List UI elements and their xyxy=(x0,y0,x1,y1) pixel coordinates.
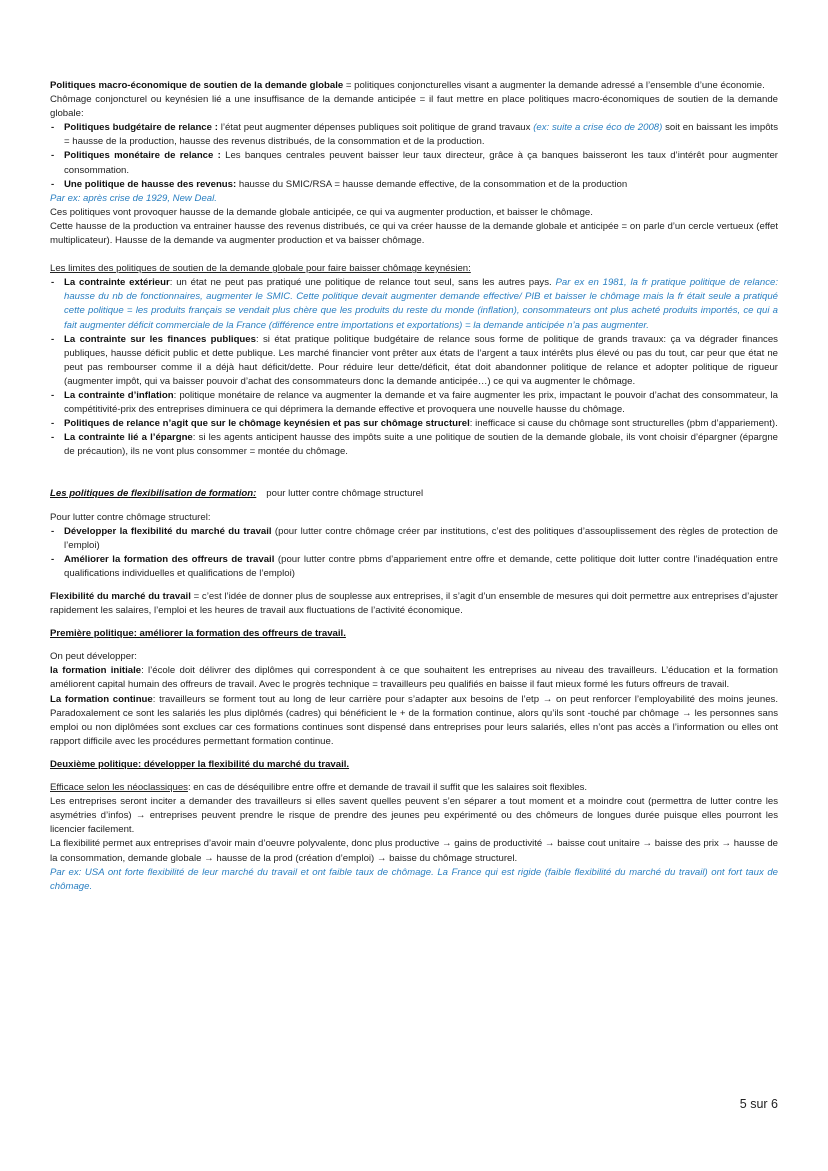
paragraph-flexibility-definition: Flexibilité du marché du travail = c’est l’idée de donner plus de souplesse aux entreprises, il s’agit d’un ensemble de mesures qui doit permettre aux entreprises d’ajuster rapidement les salaires, l’emploi et les heures de travail aux fluctuations de l’activité économique. xyxy=(50,591,779,617)
paragraph-structural-intro: Pour lutter contre chômage structurel: xyxy=(50,511,211,523)
paragraph-multiplier: Cette hausse de la production va entrainer hausse des revenus distribués, ce qui va créer hausse de la demande globale et anticipée = on parle d’un cercle vertueux (effet multiplicateur). Hausse de la demande va augmenter production et va baisser chômage. xyxy=(50,220,778,247)
paragraph-can-develop: On peut développer: xyxy=(50,651,137,663)
heading-second-policy: Deuxième politique: développer la flexibilité du marché du travail. xyxy=(50,758,350,770)
paragraph-effects: Ces politiques vont provoquer hausse de la demande globale anticipée, ce qui va augmenter production, et baisser le chômage. xyxy=(50,206,593,218)
paragraph-initial-training: la formation initiale: l’école doit délivrer des diplômes qui correspondent à ce que souhaitent les entreprises au niveau des travailleurs. L’éducation et la formation améliorent capital humain des offreurs de travail. Avec le progrès technique = travailleurs peu qualifiés en baisse il faut mieux formé les futurs offreurs de travail. xyxy=(50,665,778,691)
list-item: - Une politique de hausse des revenus: hausse du SMIC/RSA = hausse demande effective, de la consommation et de la production xyxy=(50,178,778,192)
list-item: - La contrainte extérieur: un état ne peut pas pratiqué une politique de relance tout seul, sans les autres pays. Par ex en 1981, la fr pratique politique de relance: hausse du nb de fonctionnaires, augmenter le SMIC. Cette politique devait augmenter demande effective/ PIB et baisser le chômage mais la fr était seule a pratiqué cette politique = les produits français se vendait plus chère que les produits du reste du monde (inflation), consommateurs ont plus acheté produits importés, ce qui a fait augmenter déficit commerciale de la France (différence entre importations et exportations) = la demande anticipée n’a pas augmenter. xyxy=(50,276,778,332)
page-number: 5 sur 6 xyxy=(739,1097,778,1111)
list-item: - Améliorer la formation des offreurs de travail (pour lutter contre pbms d’appariement entre offre et demande, cette politique doit lutter contre l’inadéquation entre qualifications individuelles et qualifications de l’emploi) xyxy=(50,553,778,581)
paragraph-macro-policies: Politiques macro-économique de soutien de la demande globale = politiques conjoncturelles visant a augmenter la demande adressé a l’ensemble d’une économie. xyxy=(50,80,765,91)
heading-first-policy: Première politique: améliorer la formation des offreurs de travail. xyxy=(50,628,346,640)
paragraph-neoclassical: Efficace selon les néoclassiques: en cas de déséquilibre entre offre et demande de travail il suffit que les salaires soit flexibles. xyxy=(50,782,588,794)
heading-flexibilisation: Les politiques de flexibilisation de formation: pour lutter contre chômage structurel xyxy=(50,488,424,500)
list-item: - Politiques budgétaire de relance : l’état peut augmenter dépenses publiques soit politique de grand travaux (ex: suite a crise éco de 2008) soit en baissant les impôts = hausse de la production, hausse des revenus distribués, de la consommation et de la production. xyxy=(50,121,778,149)
list-item: - La contrainte d’inflation: politique monétaire de relance va augmenter la demande et va faire augmenter les prix, impactant le pouvoir d’achat des consommateur, la compétitivité-prix des entreprises diminuera ce qui déprimera la demande effective et provoquera une nouvelle hausse du chômage. xyxy=(50,389,778,417)
paragraph-hiring-incentive: Les entreprises seront inciter a demander des travailleurs si elles savent quelles peuvent s’en séparer a tout moment et a moindre cout (permettra de lutter contre les asymétries d’infos) → entreprises peuvent prendre le risque de prendre des jeunes peu expérimenté ou des chômeurs de longues durée puisque elles pourront les licencier facilement. xyxy=(50,796,778,836)
structural-policies-list xyxy=(50,525,778,581)
paragraph-productivity-chain: La flexibilité permet aux entreprises d’avoir main d’oeuvre polyvalente, donc plus productive → gains de productivité → baisse cout unitaire → baisse des prix → hausse de la consommation, demande globale → hausse de la prod (création d’emploi) → baisse du chômage structurel. xyxy=(50,838,778,864)
heading-limits: Les limites des politiques de soutien de la demande globale pour faire baisser chômage keynésien: xyxy=(50,263,471,275)
list-item: - Développer la flexibilité du marché du travail (pour lutter contre chômage créer par institutions, c’est des politiques d’assouplissement des règles de protection de l’emploi) xyxy=(50,525,778,553)
list-item: - La contrainte sur les finances publiques: si état pratique politique budgétaire de relance sous forme de politique de grands travaux: ça va dégrader finances publiques, hausse déficit public et dette publique. Les marché financier vont prêter aux états de l’argent a taux intérêts plus élevé ou pas du tout, car peur que état ne peut pas rembourser comme il a déjà haut déficit/dette. Pour réduire leur dette/déficit, état doit abandonner politique de relance et adopter politique de rigueur (augmenter impôt, qui va baisser pouvoir d’achat des consommateurs donc la demande anticipée…) ce qui va augmenter le chômage. xyxy=(50,333,778,389)
list-item: - Politiques monétaire de relance : Les banques centrales peuvent baisser leur taux directeur, grâce à ça banques baisseront les taux d’intérêt pour augmenter consommation. xyxy=(50,149,778,177)
document-page xyxy=(50,79,778,894)
paragraph-continuing-training: La formation continue: travailleurs se forment tout au long de leur carrière pour s’adapter aux besoins de l’etp → on peut renforcer l’employabilité des moins jeunes. Paradoxalement ce sont les salariés les plus diplômés (cadres) qui bénéficient le + de la formation continue, alors qu’ils sont -touché par chômage → les personnes sans emploi ou non diplômées sont exclues car ces formations continues sont dispensé dans entreprises pour leurs salariés, elles n’ont pas accès a l’information ou elles ont rapport difficile avec les procédures permettant formation continue. xyxy=(50,693,778,747)
list-item: - La contrainte lié a l’épargne: si les agents anticipent hausse des impôts suite a une politique de soutien de la demande globale, ils vont choisir d’épargner (épargne de précaution), ils ne vont plus consommer = montée du chômage. xyxy=(50,431,778,459)
paragraph-conjunctural-unemployment: Chômage conjoncturel ou keynésien lié a une insuffisance de la demande anticipée = il faut mettre en place politiques macro-économiques de soutien de la demande globale: xyxy=(50,94,778,120)
list-item: - Politiques de relance n’agit que sur le chômage keynésien et pas sur chômage structurel: inefficace si cause du chômage sont structurelles (pbm d’appariement). xyxy=(50,417,778,431)
relance-policies-list xyxy=(50,121,778,191)
example-new-deal: Par ex: après crise de 1929, New Deal. xyxy=(50,192,217,204)
example-usa-france: Par ex: USA ont forte flexibilité de leur marché du travail et ont faible taux de chômage. La France qui est rigide (faible flexibilité du marché du travail) ont fort taux de chômage. xyxy=(50,866,778,892)
limits-list xyxy=(50,276,778,459)
